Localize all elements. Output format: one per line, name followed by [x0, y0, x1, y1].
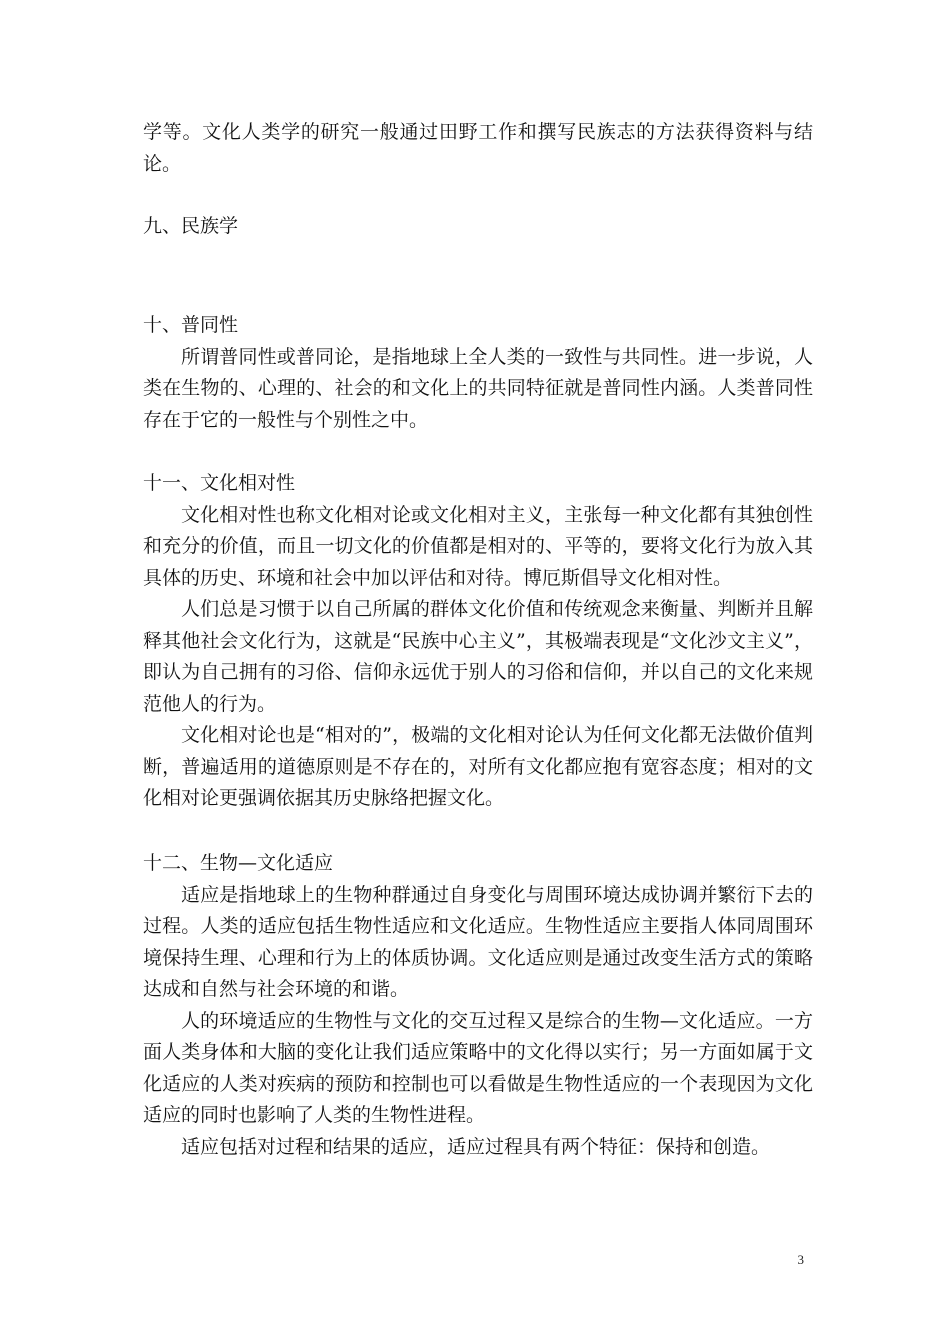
section-12	[143, 848, 813, 1163]
section-10	[143, 310, 813, 436]
section-12-paragraph-2: 人的环境适应的生物性与文化的交互过程又是综合的生物—文化适应。一方面人类身体和大脑的变化让我们适应策略中的文化得以实行；另一方面如属于文化适应的人类对疾病的预防和控制也可以看做是生物性适应的一个表现因为文化适应的同时也影响了人类的生物性进程。	[143, 1009, 813, 1126]
section-10-heading: 十、普同性	[143, 314, 239, 336]
intro-continued-paragraph: 学等。文化人类学的研究一般通过田野工作和撰写民族志的方法获得资料与结论。	[143, 121, 813, 175]
section-11-heading: 十一、文化相对性	[143, 472, 296, 494]
section-12-paragraph-1: 适应是指地球上的生物种群通过自身变化与周围环境达成协调并繁衍下去的过程。人类的适应包括生物性适应和文化适应。生物性适应主要指人体同周围环境保持生理、心理和行为上的体质协调。文化适应则是通过改变生活方式的策略达成和自然与社会环境的和谐。	[143, 883, 813, 1000]
intro-continued-block	[143, 117, 813, 180]
section-10-paragraph-1: 所谓普同性或普同论，是指地球上全人类的一致性与共同性。进一步说，人类在生物的、心理的、社会的和文化上的共同特征就是普同性内涵。人类普同性存在于它的一般性与个别性之中。	[143, 345, 813, 431]
page-number: 3	[797, 1252, 804, 1267]
section-11-paragraph-3: 文化相对论也是“相对的”，极端的文化相对论认为任何文化都无法做价值判断，普遍适用的道德原则是不存在的，对所有文化都应抱有宽容态度；相对的文化相对论更强调依据其历史脉络把握文化。	[143, 724, 813, 809]
section-12-paragraph-3: 适应包括对过程和结果的适应，适应过程具有两个特征：保持和创造。	[181, 1135, 771, 1158]
section-9-heading: 九、民族学	[143, 215, 239, 237]
section-11-paragraph-2: 人们总是习惯于以自己所属的群体文化价值和传统观念来衡量、判断并且解释其他社会文化行为，这就是“民族中心主义”，其极端表现是“文化沙文主义”，即认为自己拥有的习俗、信仰永远优于别人的习俗和信仰，并以自己的文化来规范他人的行为。	[143, 598, 813, 715]
section-9	[143, 211, 813, 243]
section-11	[143, 468, 813, 815]
section-12-heading: 十二、生物—文化适应	[143, 852, 334, 874]
section-11-paragraph-1: 文化相对性也称文化相对论或文化相对主义，主张每一种文化都有其独创性和充分的价值，而且一切文化的价值都是相对的、平等的，要将文化行为放入其具体的历史、环境和社会中加以评估和对待。博厄斯倡导文化相对性。	[143, 503, 813, 589]
